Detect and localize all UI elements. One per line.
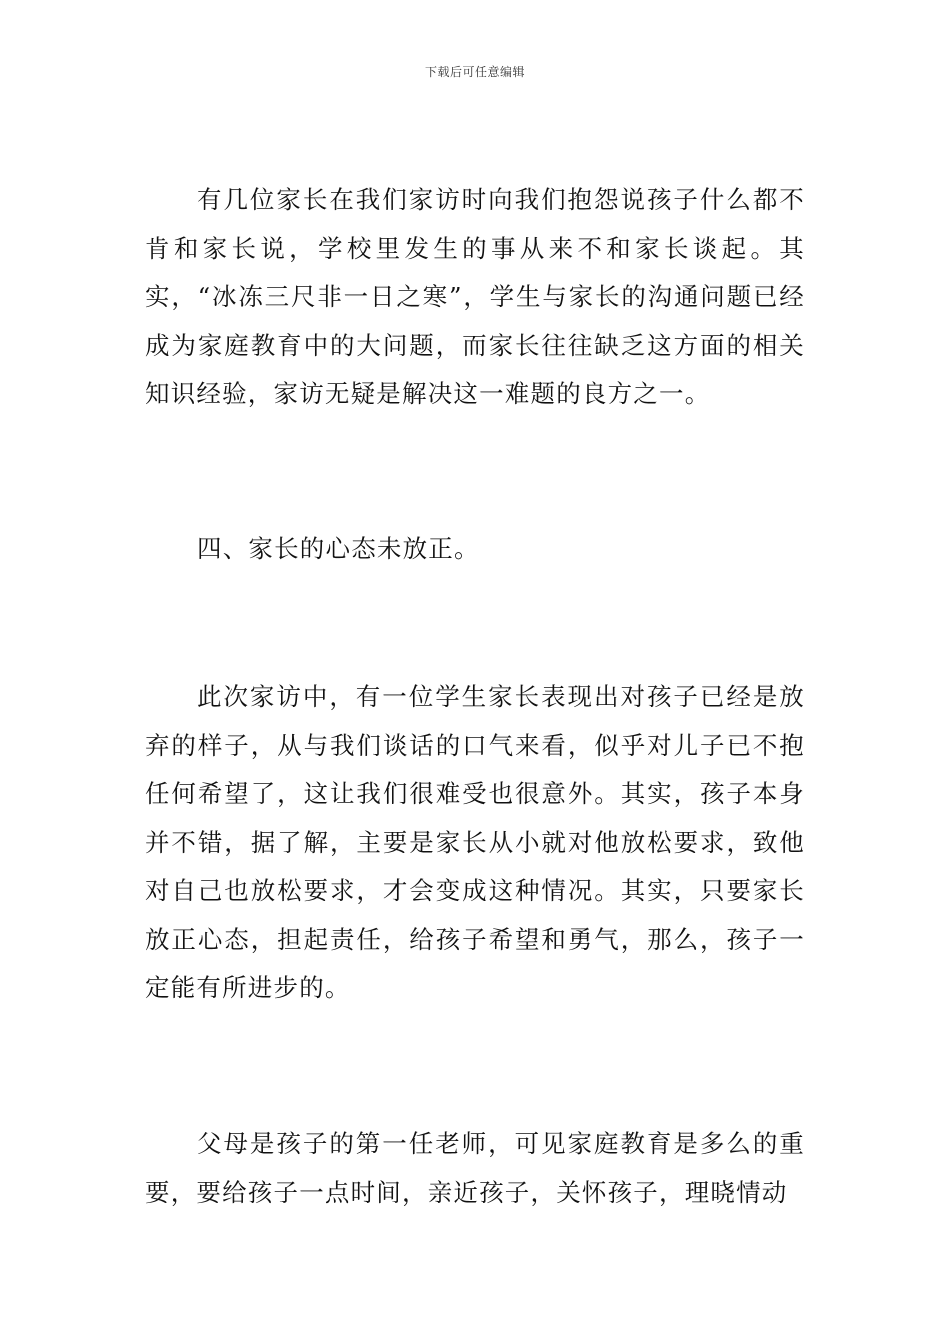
paragraph-parent-gave-up: 此次家访中，有一位学生家长表现出对孩子已经是放弃的样子，从与我们谈话的口气来看，似乎对儿子已不抱任何希望了，这让我们很难受也很意外。其实，孩子本身并不错，据了解，主要是家长从小就对他放松要求，致他对自己也放松要求，才会变成这种情况。其实，只要家长放正心态，担起责任，给孩子希望和勇气，那么，孩子一定能有所进步的。 bbox=[145, 682, 805, 1002]
page-header: 下载后可任意编辑 bbox=[424, 65, 525, 79]
paragraph-parents-first-teacher: 父母是孩子的第一任老师，可见家庭教育是多么的重要，要给孩子一点时间，亲近孩子，关怀孩子，理晓情动 bbox=[145, 1129, 805, 1207]
paragraph-parent-complaints: 有几位家长在我们家访时向我们抱怨说孩子什么都不肯和家长说，学校里发生的事从来不和家长谈起。其实，“冰冻三尺非一日之寒”，学生与家长的沟通问题已经成为家庭教育中的大问题，而家长往往缺乏这方面的相关知识经验，家访无疑是解决这一难题的良方之一。 bbox=[145, 185, 805, 408]
section-heading-parent-attitude: 四、家长的心态未放正。 bbox=[197, 534, 480, 563]
